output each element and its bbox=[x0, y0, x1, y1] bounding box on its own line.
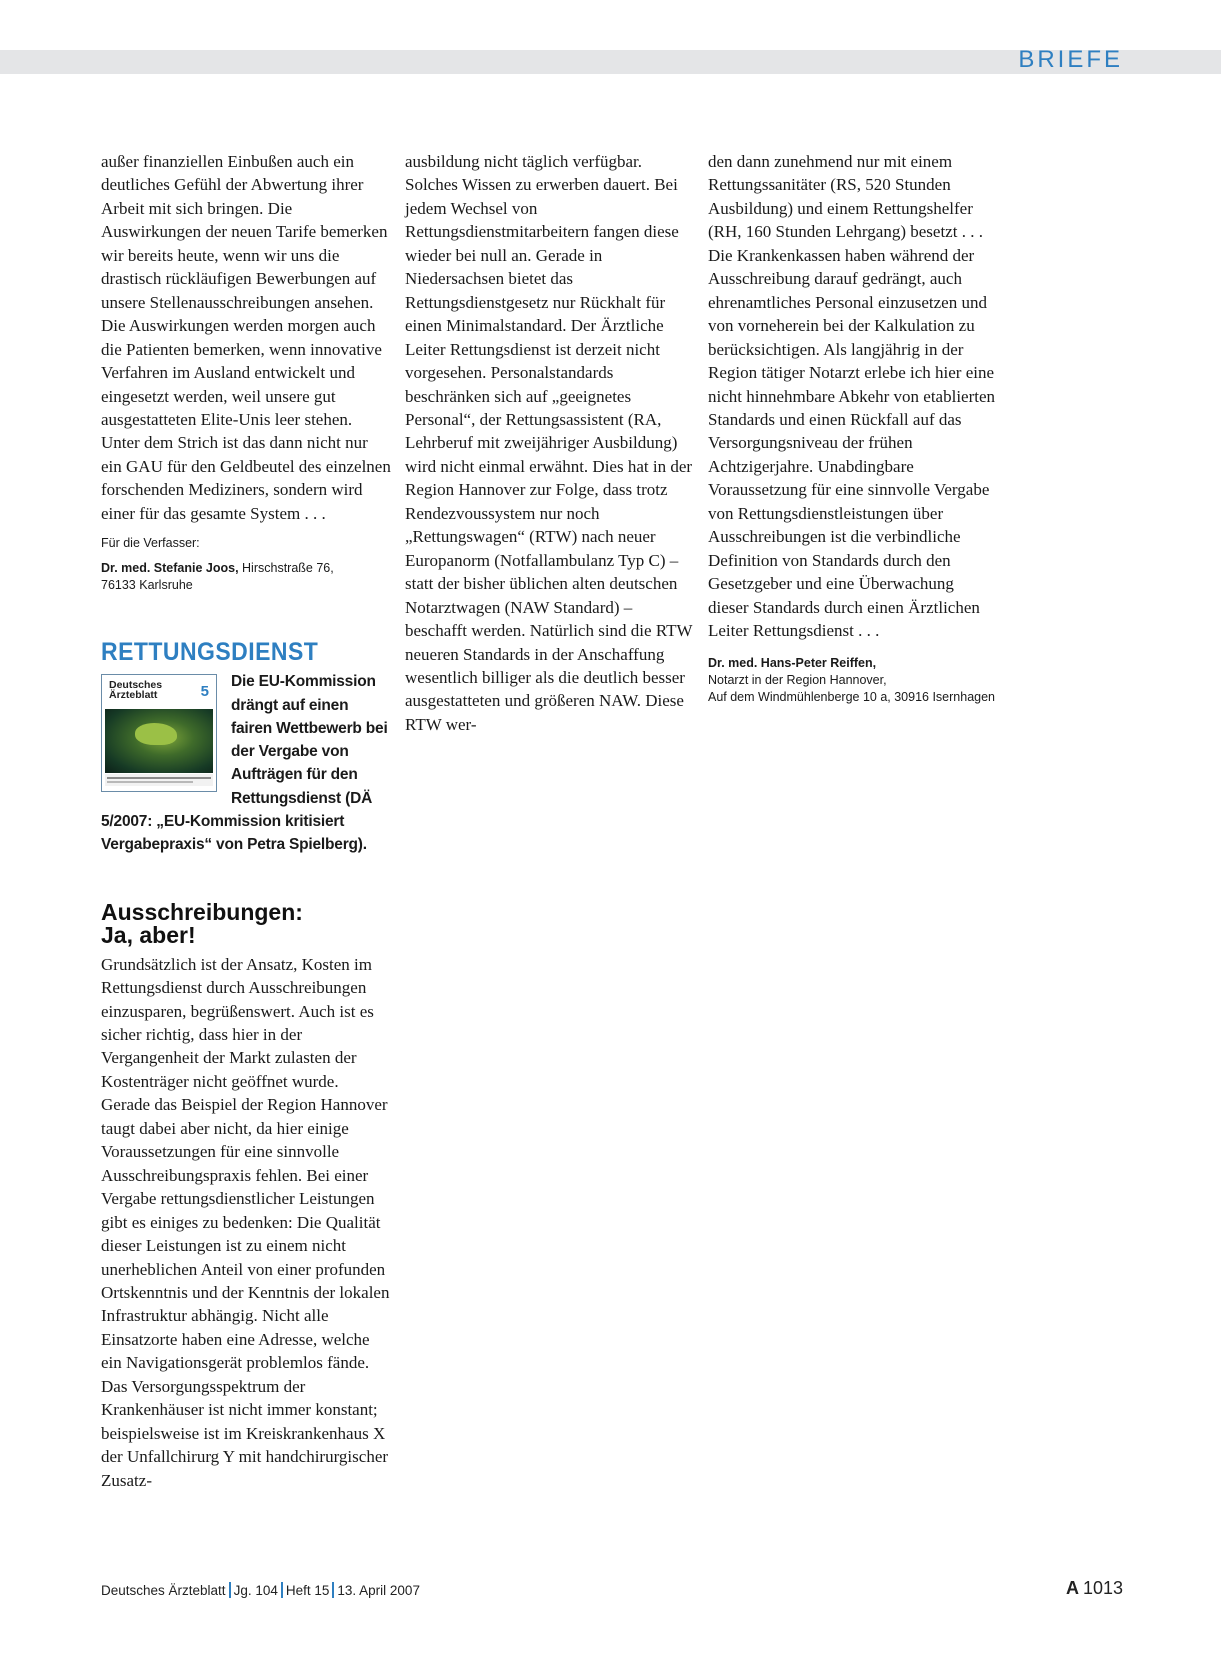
footer-issue: Heft 15 bbox=[285, 1583, 330, 1598]
footer-date: 13. April 2007 bbox=[337, 1583, 420, 1598]
cover-issue-number: 5 bbox=[200, 683, 209, 701]
signature-1-name: Dr. med. Stefanie Joos, bbox=[101, 561, 239, 576]
article-intro: Die EU-Kommission drängt auf einen fairen Wettbewerb bei der Vergabe von Aufträgen für den Rettungsdienst (DÄ 5/2007: „EU-Kommission kritisiert Vergabepraxis“ von Petra Spielberg). bbox=[101, 673, 388, 854]
signature-1-address2: 76133 Karlsruhe bbox=[101, 578, 193, 593]
letter-2-body-part3: den dann zunehmend nur mit einem Rettungssanitäter (RS, 520 Stunden Ausbildung) und einem Rettungshelfer (RH, 160 Stunden Lehrgang) besetzt . . . Die Krankenkassen haben während der Ausschreibung darauf gedrängt, auch ehrenamtliches Personal einzusetzen und von vorneherein bei der Kalkulation zu berücksichtigen. Als langjährig in der Region tätiger Notarzt erlebe ich hier eine nicht hinnehmbare Abkehr von etablierten Standards und einen Rückfall auf das Versorgungsniveau der frühen Achtzigerjahre. Unabdingbare Voraussetzung für eine sinnvolle Vergabe von Rettungsdienstleistungen über Ausschreibungen ist die verbindliche Definition von Standards durch den Gesetzgeber und eine Überwachung dieser Standards durch einen Ärztlichen Leiter Rettungsdienst . . . bbox=[708, 152, 996, 641]
footer-journal: Deutsches Ärzteblatt bbox=[101, 1583, 226, 1598]
page-number-value: 1013 bbox=[1082, 1578, 1123, 1598]
cover-title: Deutsches Ärzteblatt bbox=[109, 679, 163, 702]
signature-2-address: Auf dem Windmühlenberge 10 a, 30916 Isernhagen bbox=[708, 689, 995, 704]
footer-separator bbox=[229, 1582, 231, 1598]
signature-2-name: Dr. med. Hans-Peter Reiffen, bbox=[708, 655, 877, 670]
section-label: BRIEFE bbox=[1018, 46, 1123, 73]
letter-2-body-part2: ausbildung nicht täglich verfügbar. Solches Wissen zu erwerben dauert. Bei jedem Wechsel von Rettungsdienstmitarbeitern fangen diese wieder bei null an. Gerade in Niedersachsen bietet das Rettungsdienstgesetz nur Rückhalt für einen Minimalstandard. Der Ärztliche Leiter Rettungsdienst ist derzeit nicht vorgesehen. Personalstandards beschränken sich auf „geeignetes Personal“, der Rettungsassistent (RA, Lehrberuf mit zweijähriger Ausbildung) wird nicht einmal erwähnt. Dies hat in der Region Hannover zur Folge, dass trotz Rendezvoussystem nur noch „Rettungswagen“ (RTW) nach neuer Europanorm (Notfallambulanz Typ C) – statt der bisher üblichen alten deutschen Notarztwagen (NAW Standard) – beschafft werden. Natürlich sind die RTW neueren Standards in der Anschaffung wesentlich billiger als die deutlich besser ausgestatteten und größeren NAW. Diese RTW wer- bbox=[405, 152, 693, 734]
signature-intro: Für die Verfasser: bbox=[101, 536, 200, 551]
column-1 bbox=[101, 150, 391, 1492]
letter-1-continuation: außer finanziellen Einbußen auch ein deutliches Gefühl der Abwertung ihrer Arbeit mit sich bringen. Die Auswirkungen der neuen Tarife bemerken wir bereits heute, wenn wir uns die drastisch rückläufigen Bewerbungen auf unsere Stellenausschreibungen ansehen. Die Auswirkungen werden morgen auch die Patienten bemerken, wenn innovative Verfahren im Ausland entwickelt und eingesetzt werden, weil unsere gut ausgestatteten Elite-Unis leer stehen. Unter dem Strich ist das dann nicht nur ein GAU für den Geldbeutel des einzelnen forschenden Mediziners, sondern wird einer für das gesamte System . . . bbox=[101, 152, 391, 523]
footer-citation bbox=[101, 1582, 420, 1598]
footer-separator bbox=[281, 1582, 283, 1598]
signature-2 bbox=[708, 655, 998, 706]
frog-image bbox=[105, 709, 213, 773]
footer-separator bbox=[332, 1582, 334, 1598]
cover-footer-strip bbox=[105, 774, 213, 786]
signature-1-address1: Hirschstraße 76, bbox=[242, 561, 334, 576]
signature-1 bbox=[101, 560, 391, 594]
article-reference bbox=[101, 670, 391, 856]
letter-headline: Ausschreibungen: Ja, aber! bbox=[101, 898, 303, 948]
letter-2-body-part1: Grundsätzlich ist der Ansatz, Kosten im Rettungsdienst durch Ausschreibungen einzusparen, begrüßenswert. Auch ist es sicher richtig, dass hier in der Vergangenheit der Markt zulasten der Kostenträger nicht geöffnet wurde. Gerade das Beispiel der Region Hannover taugt dabei aber nicht, da hier einige Voraussetzungen für eine sinnvolle Ausschreibungspraxis fehlen. Bei einer Vergabe rettungsdienstlicher Leistungen gibt es einiges zu bedenken: Die Qualität dieser Leistungen ist zu einem nicht unerheblichen Anteil von einer profunden Ortskenntnis und der Kenntnis der lokalen Infrastruktur abhängig. Nicht alle Einsatzorte haben eine Adresse, welche ein Navigationsgerät problemlos fände. Das Versorgungsspektrum der Krankenhäuser ist nicht immer konstant; beispielsweise ist im Kreiskrankenhaus X der Unfallchirurg Y mit handchirurgischer Zusatz- bbox=[101, 954, 390, 1490]
rubric-heading: RETTUNGSDIENST bbox=[101, 638, 319, 667]
cover-header bbox=[105, 678, 213, 708]
signature-2-role: Notarzt in der Region Hannover, bbox=[708, 672, 887, 687]
column-2 bbox=[405, 150, 695, 736]
page-number bbox=[1066, 1578, 1123, 1599]
frog-icon bbox=[135, 723, 177, 745]
page-prefix: A bbox=[1065, 1578, 1079, 1598]
column-3 bbox=[708, 150, 998, 706]
footer-volume: Jg. 104 bbox=[233, 1583, 278, 1598]
magazine-cover-thumbnail bbox=[101, 674, 217, 792]
